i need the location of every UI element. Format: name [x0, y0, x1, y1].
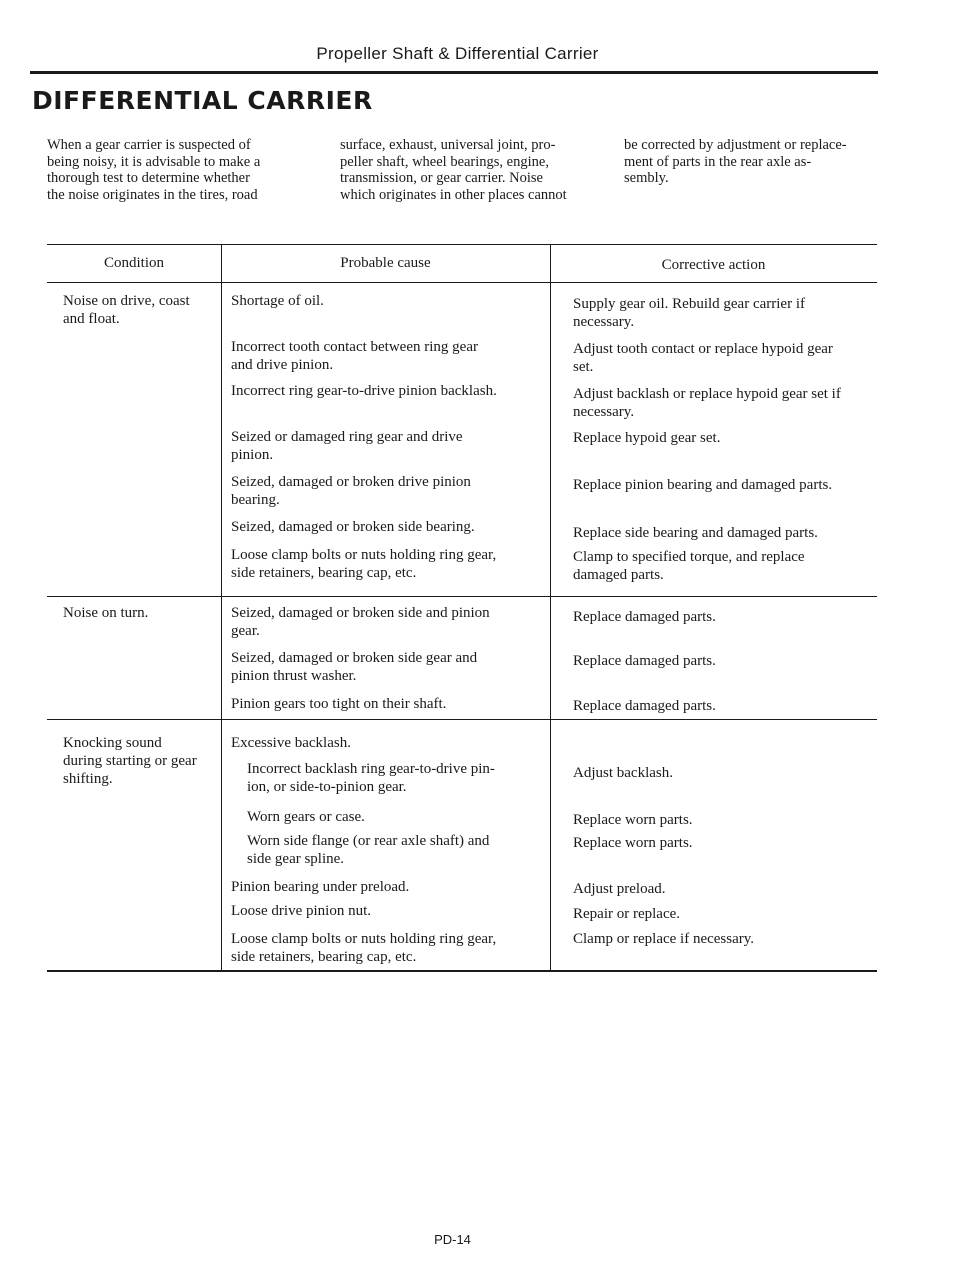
action-cell — [573, 385, 873, 421]
condition-line: and float. — [63, 311, 120, 327]
cause-cell — [247, 808, 543, 826]
cause-cell — [231, 292, 543, 310]
action-cell — [573, 764, 873, 782]
column-divider — [550, 244, 551, 970]
cause-line: Seized, damaged or broken drive pinion — [231, 474, 471, 490]
intro-line: the noise originates in the tires, road — [47, 186, 258, 203]
action-line: Replace damaged parts. — [573, 698, 716, 714]
group-divider — [47, 596, 877, 597]
intro-line: thorough test to determine whether — [47, 170, 250, 186]
group-divider — [47, 719, 877, 720]
cause-line: Pinion bearing under preload. — [231, 879, 410, 895]
action-line: set. — [573, 359, 594, 375]
action-line: damaged parts. — [573, 567, 664, 583]
action-line: Replace hypoid gear set. — [573, 430, 721, 446]
column-header-condition: Condition — [103, 255, 164, 271]
cause-line: side retainers, bearing cap, etc. — [231, 565, 417, 581]
condition-line: Knocking sound — [63, 735, 162, 751]
action-line: Repair or replace. — [573, 906, 681, 922]
action-line: Clamp or replace if necessary. — [573, 931, 755, 947]
cause-line: Seized or damaged ring gear and drive — [231, 429, 463, 445]
condition-line: during starting or gear — [63, 753, 197, 769]
condition-line: Noise on turn. — [63, 605, 149, 621]
action-line: Replace side bearing and damaged parts. — [573, 525, 818, 541]
cause-line: Excessive backlash. — [231, 735, 351, 751]
action-cell — [573, 930, 873, 948]
cause-cell — [231, 734, 543, 752]
intro-line: ment of parts in the rear axle as- — [624, 153, 812, 170]
action-cell — [573, 811, 873, 829]
column-divider — [221, 244, 222, 970]
cause-line: Worn gears or case. — [247, 809, 365, 825]
action-line: necessary. — [573, 404, 635, 420]
cause-cell — [247, 760, 543, 796]
intro-line: transmission, or gear carrier. Noise — [340, 170, 543, 186]
cause-line: pinion thrust washer. — [231, 668, 357, 684]
action-line: Adjust backlash. — [573, 765, 673, 781]
intro-column-2 — [340, 137, 598, 203]
action-cell — [573, 834, 873, 852]
action-cell — [573, 476, 873, 494]
cause-cell — [231, 428, 543, 464]
column-header-action: Corrective action — [661, 257, 766, 273]
cause-line: Seized, damaged or broken side and pinion — [231, 605, 490, 621]
condition-line: shifting. — [63, 771, 113, 787]
action-cell — [573, 905, 873, 923]
action-line: Adjust preload. — [573, 881, 666, 897]
cause-line: Seized, damaged or broken side gear and — [231, 650, 478, 666]
cause-line: Shortage of oil. — [231, 293, 324, 309]
cause-cell — [231, 649, 543, 685]
cause-line: and drive pinion. — [231, 357, 334, 373]
cause-cell — [231, 546, 543, 582]
action-line: Replace worn parts. — [573, 812, 693, 828]
condition-cell — [63, 292, 218, 328]
cause-line: Seized, damaged or broken side bearing. — [231, 519, 475, 535]
intro-column-3 — [624, 137, 882, 187]
action-cell — [573, 340, 873, 376]
intro-line: surface, exhaust, universal joint, pro- — [340, 137, 556, 153]
condition-cell — [63, 604, 218, 622]
cause-cell — [231, 902, 543, 920]
cause-line: bearing. — [231, 492, 280, 508]
table-bottom-rule — [47, 970, 877, 972]
intro-line: peller shaft, wheel bearings, engine, — [340, 153, 549, 170]
action-line: Adjust backlash or replace hypoid gear set if — [573, 386, 841, 402]
header-rule — [30, 71, 878, 74]
cause-cell — [231, 338, 543, 374]
running-header: Propeller Shaft & Differential Carrier — [316, 44, 599, 63]
intro-line: which originates in other places cannot — [340, 186, 567, 203]
intro-column-1 — [47, 137, 305, 203]
action-line: Replace damaged parts. — [573, 609, 716, 625]
action-line: Supply gear oil. Rebuild gear carrier if — [573, 296, 806, 312]
action-line: Replace worn parts. — [573, 835, 693, 851]
cause-line: Loose drive pinion nut. — [231, 903, 371, 919]
cause-cell — [231, 382, 543, 400]
action-cell — [573, 652, 873, 670]
cause-line: Loose clamp bolts or nuts holding ring gear, — [231, 931, 497, 947]
intro-line: be corrected by adjustment or replace- — [624, 137, 847, 153]
cause-line: Loose clamp bolts or nuts holding ring gear, — [231, 547, 497, 563]
action-cell — [573, 524, 873, 542]
cause-cell — [247, 832, 543, 868]
action-cell — [573, 880, 873, 898]
troubleshooting-table — [47, 244, 877, 974]
table-top-rule — [47, 244, 877, 245]
action-cell — [573, 608, 873, 626]
page-number: PD-14 — [434, 1232, 471, 1247]
cause-line: Pinion gears too tight on their shaft. — [231, 696, 447, 712]
condition-line: Noise on drive, coast — [63, 293, 190, 309]
intro-line: sembly. — [624, 170, 669, 186]
action-line: Replace pinion bearing and damaged parts. — [573, 477, 833, 493]
action-line: Adjust tooth contact or replace hypoid gear — [573, 341, 833, 357]
action-cell — [573, 548, 873, 584]
cause-cell — [231, 604, 543, 640]
cause-cell — [231, 518, 543, 536]
action-cell — [573, 429, 873, 447]
cause-line: pinion. — [231, 447, 274, 463]
cause-line: Incorrect tooth contact between ring gear — [231, 339, 478, 355]
cause-line: side gear spline. — [247, 851, 345, 867]
cause-line: ion, or side-to-pinion gear. — [247, 779, 407, 795]
cause-line: Incorrect ring gear-to-drive pinion backlash. — [231, 383, 497, 399]
column-header-cause: Probable cause — [340, 255, 431, 271]
action-cell — [573, 697, 873, 715]
action-line: Replace damaged parts. — [573, 653, 716, 669]
cause-line: Worn side flange (or rear axle shaft) and — [247, 833, 490, 849]
cause-cell — [231, 695, 543, 713]
intro-line: being noisy, it is advisable to make a — [47, 153, 261, 170]
condition-cell — [63, 734, 223, 788]
header-rule-bottom — [47, 282, 877, 283]
cause-line: Incorrect backlash ring gear-to-drive pin- — [247, 761, 495, 777]
cause-line: side retainers, bearing cap, etc. — [231, 949, 417, 965]
cause-cell — [231, 473, 543, 509]
cause-cell — [231, 878, 543, 896]
cause-cell — [231, 930, 543, 966]
action-cell — [573, 295, 873, 331]
action-line: Clamp to specified torque, and replace — [573, 549, 805, 565]
action-line: necessary. — [573, 314, 635, 330]
section-title: DIFFERENTIAL CARRIER — [32, 86, 373, 115]
intro-line: When a gear carrier is suspected of — [47, 137, 251, 153]
cause-line: gear. — [231, 623, 260, 639]
